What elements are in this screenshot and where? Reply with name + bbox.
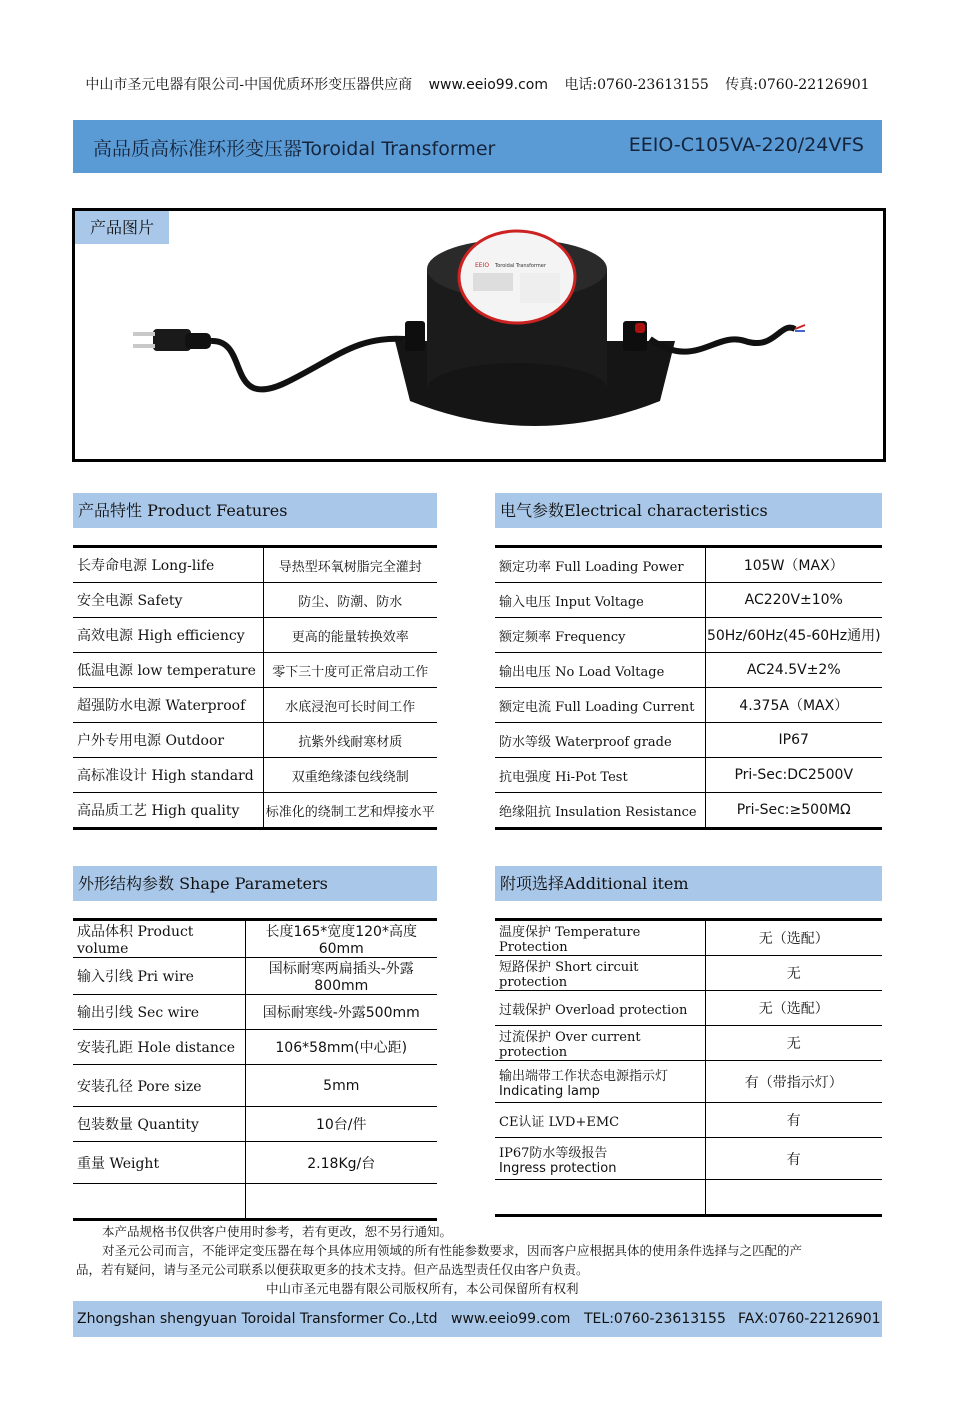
row-label: 绝缘阻抗 Insulation Resistance bbox=[495, 793, 705, 829]
electrical-table bbox=[495, 545, 882, 830]
features-table bbox=[73, 545, 437, 830]
footer-company: Zhongshan shengyuan Toroidal Transformer Co.,Ltd bbox=[77, 1311, 438, 1327]
row-label: 短路保护 Short circuit protection bbox=[495, 956, 705, 991]
phone-number: 电话:0760-23613155 bbox=[564, 77, 709, 93]
table-row bbox=[495, 920, 882, 956]
row-label: 额定电流 Full Loading Current bbox=[495, 688, 705, 723]
additional-header: 附项选择Additional item bbox=[495, 866, 882, 901]
row-value: 10台/件 bbox=[245, 1107, 437, 1142]
row-label: 户外专用电源 Outdoor bbox=[73, 723, 263, 758]
row-value: AC24.5V±2% bbox=[705, 653, 882, 688]
table-row bbox=[73, 793, 437, 829]
row-value: 更高的能量转换效率 bbox=[263, 618, 437, 653]
row-value: 双重绝缘漆包线绕制 bbox=[263, 758, 437, 793]
product-model: EEIO-C105VA-220/24VFS bbox=[628, 134, 864, 156]
website-link[interactable]: www.eeio99.com bbox=[428, 77, 548, 93]
row-label: 输出电压 No Load Voltage bbox=[495, 653, 705, 688]
row-value: 105W（MAX） bbox=[705, 547, 882, 583]
note-line: 对圣元公司而言，不能评定变压器在每个具体应用领域的所有性能参数要求，因而客户应根据具体的使用条件选择与之匹配的产 bbox=[102, 1243, 803, 1258]
table-row bbox=[495, 547, 882, 583]
table-row bbox=[495, 793, 882, 829]
table-row bbox=[73, 995, 437, 1030]
table-row bbox=[73, 1142, 437, 1184]
footer-tel: TEL:0760-23613155 bbox=[584, 1311, 726, 1327]
table-row bbox=[73, 920, 437, 958]
row-value bbox=[705, 1180, 882, 1216]
row-label: 安全电源 Safety bbox=[73, 583, 263, 618]
footer-fax: FAX:0760-22126901 bbox=[738, 1311, 881, 1327]
indicator-lamp-icon bbox=[635, 323, 645, 333]
row-label: 包装数量 Quantity bbox=[73, 1107, 245, 1142]
row-value: 2.18Kg/台 bbox=[245, 1142, 437, 1184]
row-label: 长寿命电源 Long-life bbox=[73, 547, 263, 583]
row-value: 50Hz/60Hz(45-60Hz通用) bbox=[705, 618, 882, 653]
row-label: 过流保护 Over current protection bbox=[495, 1026, 705, 1061]
shape-table bbox=[73, 918, 437, 1221]
copyright-line: 中山市圣元电器有限公司版权所有，本公司保留所有权利 bbox=[266, 1281, 579, 1296]
table-row bbox=[73, 583, 437, 618]
company-name: 中山市圣元电器有限公司-中国优质环形变压器供应商 bbox=[85, 77, 413, 93]
additional-table bbox=[495, 918, 882, 1217]
table-row bbox=[495, 1180, 882, 1216]
row-label: 抗电强度 Hi-Pot Test bbox=[495, 758, 705, 793]
transformer-illustration bbox=[75, 211, 883, 459]
table-row bbox=[495, 1103, 882, 1138]
row-value: 106*58mm(中心距) bbox=[245, 1030, 437, 1065]
svg-text:Toroidal Transformer: Toroidal Transformer bbox=[495, 263, 546, 269]
electrical-header: 电气参数Electrical characteristics bbox=[495, 493, 882, 528]
row-value: 防尘、防潮、防水 bbox=[263, 583, 437, 618]
row-label: 超强防水电源 Waterproof bbox=[73, 688, 263, 723]
row-value: 无 bbox=[705, 956, 882, 991]
row-label: 温度保护 Temperature Protection bbox=[495, 920, 705, 956]
row-value: 长度165*宽度120*高度60mm bbox=[245, 920, 437, 958]
table-row bbox=[73, 1030, 437, 1065]
row-value: 零下三十度可正常启动工作 bbox=[263, 653, 437, 688]
table-row bbox=[73, 618, 437, 653]
row-value: 有 bbox=[705, 1103, 882, 1138]
table-row bbox=[73, 653, 437, 688]
row-label: 安装孔径 Pore size bbox=[73, 1065, 245, 1107]
row-value: 无（选配） bbox=[705, 920, 882, 956]
row-value: 水底浸泡可长时间工作 bbox=[263, 688, 437, 723]
row-value: 无 bbox=[705, 1026, 882, 1061]
row-value: 有 bbox=[705, 1138, 882, 1180]
row-label: 低温电源 low temperature bbox=[73, 653, 263, 688]
row-label: 重量 Weight bbox=[73, 1142, 245, 1184]
table-row bbox=[73, 758, 437, 793]
input-cable bbox=[211, 339, 405, 390]
row-value: 国标耐寒两扁插头-外露800mm bbox=[245, 958, 437, 995]
row-label: 高标准设计 High standard bbox=[73, 758, 263, 793]
row-label: 高品质工艺 High quality bbox=[73, 793, 263, 829]
row-value: 5mm bbox=[245, 1065, 437, 1107]
row-value: Pri-Sec:DC2500V bbox=[705, 758, 882, 793]
table-row bbox=[495, 723, 882, 758]
top-contact-line bbox=[0, 74, 955, 94]
row-label bbox=[73, 1184, 245, 1220]
table-row bbox=[73, 1065, 437, 1107]
note-line: 品，若有疑问，请与圣元公司联系以便获取更多的技术支持。但产品选型责任仅由客户负责。 bbox=[76, 1262, 589, 1277]
table-row bbox=[73, 1107, 437, 1142]
row-value: IP67 bbox=[705, 723, 882, 758]
row-value: 标准化的绕制工艺和焊接水平 bbox=[263, 793, 437, 829]
table-row bbox=[495, 688, 882, 723]
row-label: 输入引线 Pri wire bbox=[73, 958, 245, 995]
table-row bbox=[73, 688, 437, 723]
table-row bbox=[73, 958, 437, 995]
table-row bbox=[73, 1184, 437, 1220]
product-title: 高品质高标准环形变压器Toroidal Transformer bbox=[93, 138, 496, 160]
table-row bbox=[495, 1061, 882, 1103]
row-label: 高效电源 High efficiency bbox=[73, 618, 263, 653]
row-label: 额定功率 Full Loading Power bbox=[495, 547, 705, 583]
row-value: 4.375A（MAX） bbox=[705, 688, 882, 723]
footer-website[interactable]: www.eeio99.com bbox=[451, 1311, 571, 1327]
table-row bbox=[495, 1138, 882, 1180]
table-row bbox=[73, 547, 437, 583]
row-label: 输入电压 Input Voltage bbox=[495, 583, 705, 618]
features-header: 产品特性 Product Features bbox=[73, 493, 437, 528]
disclaimer-notes bbox=[76, 1222, 876, 1298]
row-label: 额定频率 Frequency bbox=[495, 618, 705, 653]
table-row bbox=[495, 583, 882, 618]
table-row bbox=[495, 956, 882, 991]
footer-bar bbox=[73, 1301, 882, 1337]
row-label bbox=[495, 1180, 705, 1216]
note-line: 本产品规格书仅供客户使用时参考，若有更改，恕不另行通知。 bbox=[102, 1224, 453, 1239]
row-value: AC220V±10% bbox=[705, 583, 882, 618]
row-label: 安装孔距 Hole distance bbox=[73, 1030, 245, 1065]
table-row bbox=[495, 758, 882, 793]
row-label: 过载保护 Overload protection bbox=[495, 991, 705, 1026]
row-value: 导热型环氧树脂完全灌封 bbox=[263, 547, 437, 583]
power-plug-icon bbox=[133, 329, 211, 351]
table-row bbox=[495, 618, 882, 653]
row-label: 防水等级 Waterproof grade bbox=[495, 723, 705, 758]
row-label: 输出引线 Sec wire bbox=[73, 995, 245, 1030]
product-image-frame bbox=[72, 208, 886, 462]
row-value: 国标耐寒线-外露500mm bbox=[245, 995, 437, 1030]
title-banner bbox=[73, 120, 882, 173]
row-value: Pri-Sec:≥500MΩ bbox=[705, 793, 882, 829]
row-label: 输出端带工作状态电源指示灯 Indicating lamp bbox=[495, 1061, 705, 1103]
output-cable bbox=[650, 328, 795, 352]
row-label: CE认证 LVD+EMC bbox=[495, 1103, 705, 1138]
shape-header: 外形结构参数 Shape Parameters bbox=[73, 866, 437, 901]
image-section-tag: 产品图片 bbox=[75, 211, 169, 244]
row-value: 无（选配） bbox=[705, 991, 882, 1026]
svg-text:EEIO: EEIO bbox=[475, 262, 490, 269]
row-value: 抗紫外线耐寒材质 bbox=[263, 723, 437, 758]
table-row bbox=[495, 653, 882, 688]
table-row bbox=[495, 1026, 882, 1061]
table-row bbox=[73, 723, 437, 758]
row-label: 成品体积 Product volume bbox=[73, 920, 245, 958]
fax-number: 传真:0760-22126901 bbox=[725, 77, 870, 93]
row-value: 有（带指示灯） bbox=[705, 1061, 882, 1103]
table-row bbox=[495, 991, 882, 1026]
row-value bbox=[245, 1184, 437, 1220]
row-label: IP67防水等级报告 Ingress protection bbox=[495, 1138, 705, 1180]
